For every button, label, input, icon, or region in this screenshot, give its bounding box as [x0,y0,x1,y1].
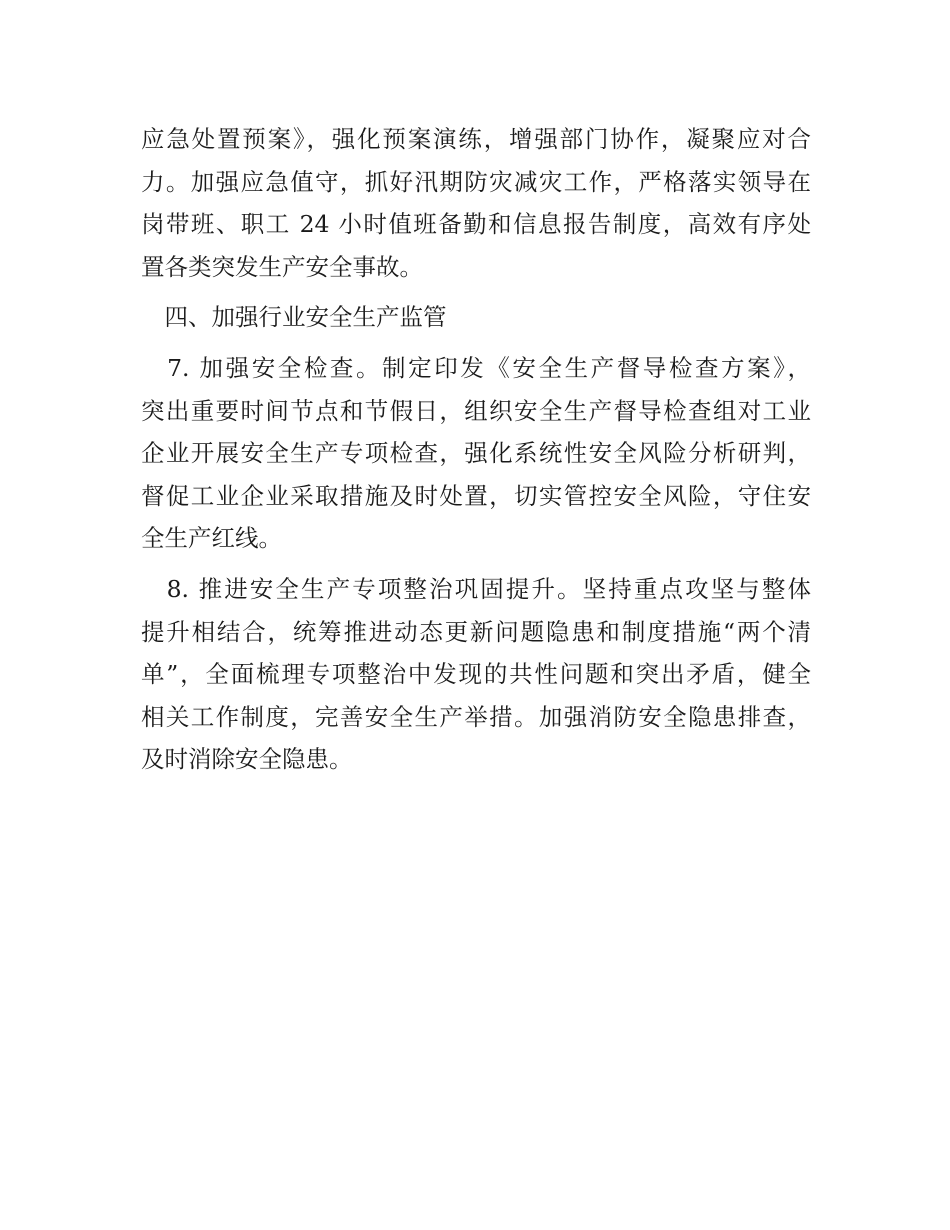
paragraph-item-7 [141,347,811,560]
text-line: 7. 加强安全检查。制定印发《安全生产督导检查方案》， [141,353,811,382]
section-heading-4: 四、加强行业安全生产监管 [141,303,447,332]
paragraph-emergency-plan [141,118,811,288]
text-line: 置各类突发生产安全事故。 [141,252,423,281]
text-line: 应急处置预案》，强化预案演练，增强部门协作，凝聚应对合 [141,125,811,153]
text-line: 企业开展安全生产专项检查，强化系统性安全风险分析研判， [141,439,811,468]
paragraph-item-8 [141,568,811,781]
text-line: 突出重要时间节点和节假日，组织安全生产督导检查组对工业 [141,396,811,425]
paragraph-gap [141,339,811,347]
text-line: 相关工作制度，完善安全生产举措。加强消防安全隐患排查， [141,702,811,731]
paragraph-gap [141,288,811,296]
text-line: 力。加强应急值守，抓好汛期防灾减灾工作，严格落实领导在 [141,167,811,196]
text-line: 8. 推进安全生产专项整治巩固提升。坚持重点攻坚与整体 [141,574,811,603]
document-body [141,118,811,781]
text-line: 全生产红线。 [141,524,282,553]
text-line: 提升相结合，统筹推进动态更新问题隐患和制度措施“两个清 [141,617,811,646]
text-line: 单”，全面梳理专项整治中发现的共性问题和突出矛盾，健全 [141,660,811,689]
paragraph-gap [141,560,811,568]
text-line: 及时消除安全隐患。 [141,745,353,774]
text-line: 督促工业企业采取措施及时处置，切实管控安全风险，守住安 [141,481,811,510]
text-line: 岗带班、职工 24 小时值班备勤和信息报告制度，高效有序处 [141,210,811,239]
